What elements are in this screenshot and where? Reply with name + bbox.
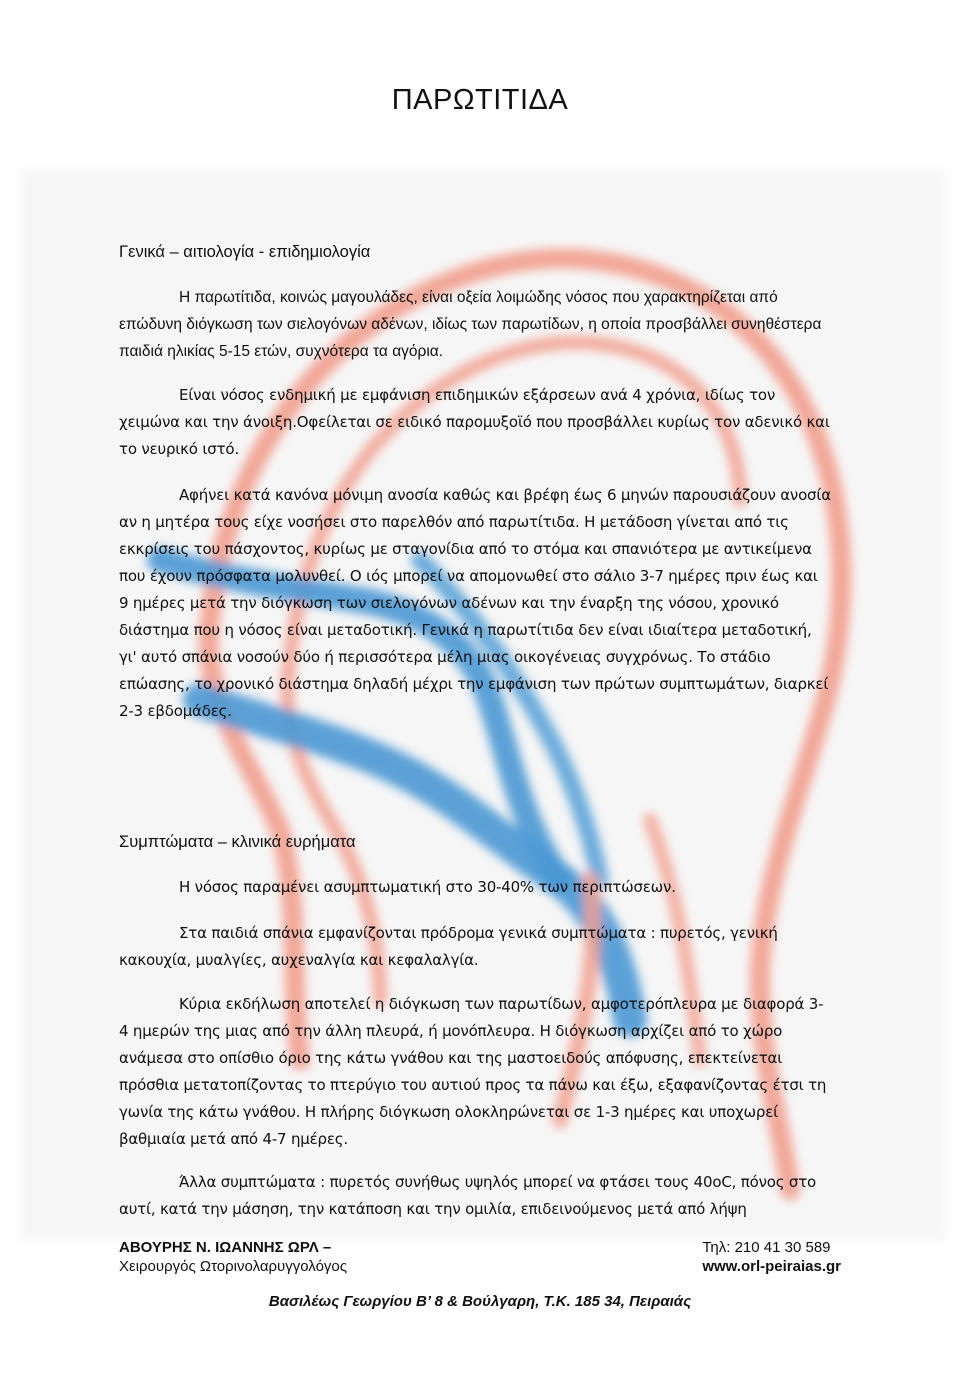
- website-link[interactable]: www.orl-peiraias.gr: [702, 1258, 841, 1275]
- paragraph-general-3: Αφήνει κατά κανόνα μόνιμη ανοσία καθώς και βρέφη έως 6 μηνών παρουσιάζουν ανοσία αν η μητέρα τους είχε νοσήσει στο παρελθόν από παρωτίτιδα. Η μετάδοση γίνεται από τις εκκρίσεις του πάσχοντος, κυρίως με σταγονίδια από το στόμα και σπανιότερα με αντικείμενα που έχουν πρόσφατα μολυνθεί. Ο ιός μπορεί να απομονωθεί στο σάλιο 3-7 ημέρες πριν έως και 9 ημέρες μετά την διόγκωση των σιελογόνων αδένων και την έναρξη της νόσου, χρονικό διάστημα που η νόσος είναι μεταδοτική. Γενικά η παρωτίτιδα δεν είναι ιδιαίτερα μεταδοτική, γι' αυτό σπάνια νοσούν δύο ή περισσότερα μέλη μιας οικογένειας συγχρόνως. Το στάδιο επώασης, το χρονικό διάστημα δηλαδή μέχρι την εμφάνιση των πρώτων συμπτωμάτων, διαρκεί 2-3 εβδομάδες.: [119, 486, 831, 720]
- footer-contact: [702, 1238, 841, 1276]
- page-title: ΠΑΡΩΤΙΤΙΔΑ: [391, 84, 569, 116]
- footer-doctor-info: [119, 1238, 347, 1276]
- paragraph-symptoms-2: Στα παιδιά σπάνια εμφανίζονται πρόδρομα γενικά συμπτώματα : πυρετός, γενική κακουχία, μυαλγίες, αυχεναλγία και κεφαλαλγία.: [119, 924, 778, 969]
- doctor-specialty: Χειρουργός Ωτορινολαρυγγολόγος: [119, 1258, 347, 1275]
- paragraph-symptoms-4: Άλλα συμπτώματα : πυρετός συνήθως υψηλός μπορεί να φτάσει τους 40οC, πόνος στο αυτί, κατά την μάσηση, την κατάποση και την ομιλία, επιδεινούμενος μετά από λήψη: [119, 1173, 817, 1218]
- paragraph-general-1: Η παρωτίτιδα, κοινώς μαγουλάδες, είναι οξεία λοιμώδης νόσος που χαρακτηρίζεται από επώδυνη διόγκωση των σιελογόνων αδένων, ιδίως των παρωτίδων, η οποία προσβάλλει συνηθέστερα παιδιά ηλικίας 5-15 ετών, συχνότερα τα αγόρια.: [119, 289, 822, 360]
- paragraph-symptoms-3: Κύρια εκδήλωση αποτελεί η διόγκωση των παρωτίδων, αμφοτερόπλευρα με διαφορά 3-4 ημερών της μιας από την άλλη πλευρά, ή μονόπλευρα. Η διόγκωση αρχίζει από το χώρο ανάμεσα στο οπίσθιο όριο της κάτω γνάθου και της μαστοειδούς απόφυσης, επεκτείνεται πρόσθια μετατοπίζοντας το πτερύγιο του αυτιού προς τα πάνω και έξω, εξαφανίζοντας έτσι τη γωνία της κάτω γνάθου. Η πλήρης διόγκωση ολοκληρώνεται σε 1-3 ημέρες και υποχωρεί βαθμιαία μετά από 4-7 ημέρες.: [119, 995, 827, 1148]
- footer-address: Βασιλέως Γεωργίου Β’ 8 & Βούλγαρη, Τ.Κ. 185 34, Πειραιάς: [268, 1293, 692, 1310]
- phone-number: Τηλ: 210 41 30 589: [702, 1239, 831, 1256]
- paragraph-general-2: Είναι νόσος ενδημική με εμφάνιση επιδημικών εξάρσεων ανά 4 χρόνια, ιδίως τον χειμώνα και την άνοιξη.Οφείλεται σε ειδικό παρομυξοϊό που προσβάλλει κυρίως τον αδενικό και το νευρικό ιστό.: [119, 386, 830, 458]
- paragraph-symptoms-1: Η νόσος παραμένει ασυμπτωματική στο 30-40% των περιπτώσεων.: [179, 878, 676, 896]
- section-heading-symptoms: Συμπτώματα – κλινικά ευρήματα: [119, 833, 356, 851]
- doctor-name: ΑΒΟΥΡΗΣ Ν. ΙΩΑΝΝΗΣ ΩΡΛ –: [119, 1239, 332, 1256]
- section-heading-general: Γενικά – αιτιολογία - επιδημιολογία: [119, 243, 371, 261]
